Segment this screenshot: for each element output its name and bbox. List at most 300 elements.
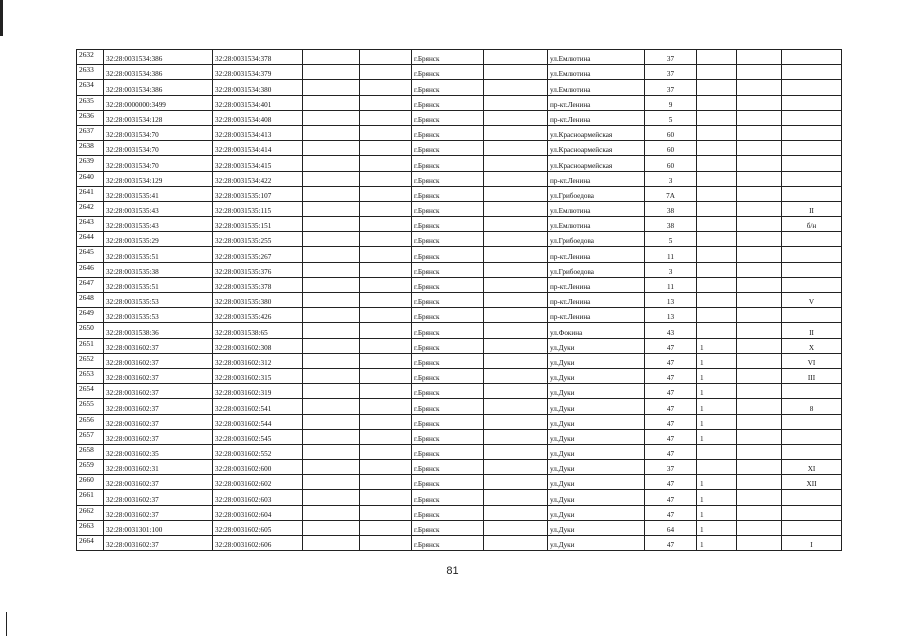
table-row <box>77 50 842 65</box>
cadastral-parent-cell: 32:28:0031534:386 <box>104 80 213 95</box>
value-1-cell: 1 <box>697 475 737 490</box>
empty-cell-c-cell <box>484 323 548 338</box>
premises-number-cell: VI <box>782 353 842 368</box>
city-cell: г.Брянск <box>412 247 484 262</box>
empty-cell-d-cell <box>737 80 782 95</box>
empty-cell-b-cell <box>360 110 412 125</box>
premises-number-cell <box>782 444 842 459</box>
cadastral-number-cell: 32:28:0031602:604 <box>213 505 303 520</box>
city-cell: г.Брянск <box>412 110 484 125</box>
house-number-cell: 47 <box>645 429 697 444</box>
house-number-cell: 37 <box>645 460 697 475</box>
empty-cell-c-cell <box>484 429 548 444</box>
premises-number-cell <box>782 50 842 65</box>
city-cell: г.Брянск <box>412 384 484 399</box>
cadastral-parent-cell: 32:28:0031535:43 <box>104 201 213 216</box>
empty-cell-d-cell <box>737 65 782 80</box>
house-number-cell: 13 <box>645 308 697 323</box>
street-cell: ул.Фокина <box>548 323 645 338</box>
street-cell: ул.Дуки <box>548 490 645 505</box>
cadastral-number-cell: 32:28:0031602:312 <box>213 353 303 368</box>
cadastral-parent-cell: 32:28:0031602:37 <box>104 490 213 505</box>
house-number-cell: 7А <box>645 186 697 201</box>
cadastral-parent-cell: 32:28:0031602:37 <box>104 475 213 490</box>
city-cell: г.Брянск <box>412 460 484 475</box>
table-row <box>77 338 842 353</box>
empty-cell-c-cell <box>484 262 548 277</box>
premises-number-cell <box>782 414 842 429</box>
value-1-cell: 1 <box>697 384 737 399</box>
street-cell: пр-кт.Ленина <box>548 293 645 308</box>
empty-cell-c-cell <box>484 217 548 232</box>
premises-number-cell: II <box>782 323 842 338</box>
cadastral-number-cell: 32:28:0031535:151 <box>213 217 303 232</box>
street-cell: ул.Грибоедова <box>548 186 645 201</box>
city-cell: г.Брянск <box>412 444 484 459</box>
cadastral-number-cell: 32:28:0031534:401 <box>213 95 303 110</box>
empty-cell-d-cell <box>737 95 782 110</box>
street-cell: ул.Емлютина <box>548 217 645 232</box>
row-number-cell: 2657 <box>77 429 104 444</box>
empty-cell-c-cell <box>484 338 548 353</box>
cadastral-number-cell: 32:28:0031534:422 <box>213 171 303 186</box>
value-1-cell: 1 <box>697 399 737 414</box>
empty-cell-a-cell <box>303 217 360 232</box>
cadastral-number-cell: 32:28:0031602:315 <box>213 368 303 383</box>
row-number-cell: 2651 <box>77 338 104 353</box>
empty-cell-b-cell <box>360 520 412 535</box>
cadastral-number-cell: 32:28:0031602:544 <box>213 414 303 429</box>
empty-cell-d-cell <box>737 490 782 505</box>
empty-cell-b-cell <box>360 80 412 95</box>
empty-cell-d-cell <box>737 293 782 308</box>
empty-cell-a-cell <box>303 353 360 368</box>
cadastral-parent-cell: 32:28:0031602:31 <box>104 460 213 475</box>
value-1-cell: 1 <box>697 490 737 505</box>
value-1-cell <box>697 460 737 475</box>
empty-cell-d-cell <box>737 384 782 399</box>
empty-cell-d-cell <box>737 520 782 535</box>
row-number-cell: 2650 <box>77 323 104 338</box>
cadastral-number-cell: 32:28:0031602:603 <box>213 490 303 505</box>
house-number-cell: 38 <box>645 201 697 216</box>
cadastral-parent-cell: 32:28:0031534:70 <box>104 141 213 156</box>
premises-number-cell <box>782 308 842 323</box>
table-row <box>77 505 842 520</box>
cadastral-number-cell: 32:28:0031602:545 <box>213 429 303 444</box>
empty-cell-a-cell <box>303 156 360 171</box>
city-cell: г.Брянск <box>412 141 484 156</box>
house-number-cell: 11 <box>645 247 697 262</box>
city-cell: г.Брянск <box>412 156 484 171</box>
empty-cell-a-cell <box>303 414 360 429</box>
city-cell: г.Брянск <box>412 80 484 95</box>
cadastral-parent-cell: 32:28:0031535:29 <box>104 232 213 247</box>
cadastral-number-cell: 32:28:0031534:415 <box>213 156 303 171</box>
empty-cell-a-cell <box>303 95 360 110</box>
registry-table <box>76 49 842 551</box>
cadastral-parent-cell: 32:28:0031534:128 <box>104 110 213 125</box>
row-number-cell: 2637 <box>77 125 104 140</box>
city-cell: г.Брянск <box>412 368 484 383</box>
cadastral-number-cell: 32:28:0031602:308 <box>213 338 303 353</box>
city-cell: г.Брянск <box>412 323 484 338</box>
table-row <box>77 217 842 232</box>
table-row <box>77 444 842 459</box>
table-row <box>77 536 842 551</box>
value-1-cell <box>697 141 737 156</box>
table-row <box>77 475 842 490</box>
empty-cell-c-cell <box>484 353 548 368</box>
table-row <box>77 156 842 171</box>
cadastral-parent-cell: 32:28:0031602:37 <box>104 353 213 368</box>
empty-cell-d-cell <box>737 201 782 216</box>
empty-cell-c-cell <box>484 520 548 535</box>
empty-cell-c-cell <box>484 110 548 125</box>
table-row <box>77 308 842 323</box>
value-1-cell: 1 <box>697 414 737 429</box>
cadastral-parent-cell: 32:28:0031602:37 <box>104 399 213 414</box>
empty-cell-b-cell <box>360 171 412 186</box>
street-cell: ул.Красноармейская <box>548 141 645 156</box>
table-row <box>77 247 842 262</box>
row-number-cell: 2634 <box>77 80 104 95</box>
premises-number-cell: II <box>782 201 842 216</box>
page-number: 81 <box>446 565 459 577</box>
house-number-cell: 60 <box>645 156 697 171</box>
table-row <box>77 277 842 292</box>
cadastral-parent-cell: 32:28:0031602:37 <box>104 429 213 444</box>
empty-cell-d-cell <box>737 368 782 383</box>
cadastral-parent-cell: 32:28:0031534:70 <box>104 156 213 171</box>
empty-cell-a-cell <box>303 277 360 292</box>
empty-cell-b-cell <box>360 323 412 338</box>
city-cell: г.Брянск <box>412 201 484 216</box>
empty-cell-a-cell <box>303 293 360 308</box>
house-number-cell: 47 <box>645 384 697 399</box>
cadastral-parent-cell: 32:28:0031602:35 <box>104 444 213 459</box>
empty-cell-b-cell <box>360 490 412 505</box>
empty-cell-d-cell <box>737 308 782 323</box>
empty-cell-c-cell <box>484 95 548 110</box>
cadastral-number-cell: 32:28:0031534:378 <box>213 50 303 65</box>
table-row <box>77 186 842 201</box>
cadastral-parent-cell: 32:28:0031534:70 <box>104 125 213 140</box>
city-cell: г.Брянск <box>412 65 484 80</box>
cadastral-parent-cell: 32:28:0031602:37 <box>104 536 213 551</box>
empty-cell-c-cell <box>484 65 548 80</box>
row-number-cell: 2648 <box>77 293 104 308</box>
empty-cell-b-cell <box>360 125 412 140</box>
city-cell: г.Брянск <box>412 125 484 140</box>
row-number-cell: 2653 <box>77 368 104 383</box>
cadastral-number-cell: 32:28:0031535:267 <box>213 247 303 262</box>
table-row <box>77 399 842 414</box>
empty-cell-c-cell <box>484 247 548 262</box>
empty-cell-b-cell <box>360 262 412 277</box>
empty-cell-d-cell <box>737 429 782 444</box>
empty-cell-a-cell <box>303 308 360 323</box>
table-row <box>77 384 842 399</box>
street-cell: ул.Дуки <box>548 429 645 444</box>
row-number-cell: 2638 <box>77 141 104 156</box>
empty-cell-b-cell <box>360 399 412 414</box>
house-number-cell: 5 <box>645 232 697 247</box>
empty-cell-b-cell <box>360 201 412 216</box>
city-cell: г.Брянск <box>412 262 484 277</box>
city-cell: г.Брянск <box>412 414 484 429</box>
city-cell: г.Брянск <box>412 353 484 368</box>
table-row <box>77 95 842 110</box>
street-cell: ул.Емлютина <box>548 80 645 95</box>
cadastral-number-cell: 32:28:0031535:378 <box>213 277 303 292</box>
cadastral-number-cell: 32:28:0031602:600 <box>213 460 303 475</box>
empty-cell-a-cell <box>303 399 360 414</box>
empty-cell-b-cell <box>360 429 412 444</box>
empty-cell-c-cell <box>484 414 548 429</box>
value-1-cell <box>697 65 737 80</box>
empty-cell-b-cell <box>360 186 412 201</box>
table-row <box>77 232 842 247</box>
street-cell: пр-кт.Ленина <box>548 171 645 186</box>
cadastral-number-cell: 32:28:0031602:552 <box>213 444 303 459</box>
city-cell: г.Брянск <box>412 95 484 110</box>
empty-cell-a-cell <box>303 65 360 80</box>
street-cell: ул.Дуки <box>548 444 645 459</box>
house-number-cell: 11 <box>645 277 697 292</box>
empty-cell-b-cell <box>360 156 412 171</box>
cadastral-number-cell: 32:28:0031602:605 <box>213 520 303 535</box>
value-1-cell <box>697 323 737 338</box>
premises-number-cell: I <box>782 536 842 551</box>
empty-cell-d-cell <box>737 262 782 277</box>
empty-cell-c-cell <box>484 186 548 201</box>
premises-number-cell <box>782 490 842 505</box>
table-row <box>77 460 842 475</box>
city-cell: г.Брянск <box>412 308 484 323</box>
street-cell: ул.Емлютина <box>548 65 645 80</box>
empty-cell-b-cell <box>360 460 412 475</box>
empty-cell-d-cell <box>737 536 782 551</box>
table-row <box>77 171 842 186</box>
city-cell: г.Брянск <box>412 475 484 490</box>
cadastral-parent-cell: 32:28:0031534:386 <box>104 50 213 65</box>
cadastral-parent-cell: 32:28:0031535:53 <box>104 293 213 308</box>
table-row <box>77 110 842 125</box>
empty-cell-a-cell <box>303 141 360 156</box>
row-number-cell: 2661 <box>77 490 104 505</box>
city-cell: г.Брянск <box>412 536 484 551</box>
premises-number-cell <box>782 156 842 171</box>
empty-cell-a-cell <box>303 247 360 262</box>
cadastral-parent-cell: 32:28:0000000:3499 <box>104 95 213 110</box>
empty-cell-d-cell <box>737 353 782 368</box>
premises-number-cell: V <box>782 293 842 308</box>
empty-cell-c-cell <box>484 490 548 505</box>
table-row <box>77 520 842 535</box>
cadastral-parent-cell: 32:28:0031538:36 <box>104 323 213 338</box>
cadastral-number-cell: 32:28:0031538:65 <box>213 323 303 338</box>
table-row <box>77 201 842 216</box>
empty-cell-a-cell <box>303 262 360 277</box>
premises-number-cell: б/н <box>782 217 842 232</box>
empty-cell-b-cell <box>360 536 412 551</box>
house-number-cell: 47 <box>645 536 697 551</box>
premises-number-cell <box>782 429 842 444</box>
city-cell: г.Брянск <box>412 186 484 201</box>
value-1-cell <box>697 50 737 65</box>
row-number-cell: 2662 <box>77 505 104 520</box>
street-cell: ул.Емлютина <box>548 201 645 216</box>
row-number-cell: 2660 <box>77 475 104 490</box>
empty-cell-b-cell <box>360 217 412 232</box>
empty-cell-d-cell <box>737 414 782 429</box>
house-number-cell: 43 <box>645 323 697 338</box>
empty-cell-b-cell <box>360 95 412 110</box>
empty-cell-a-cell <box>303 50 360 65</box>
house-number-cell: 47 <box>645 490 697 505</box>
premises-number-cell: X <box>782 338 842 353</box>
registry-body <box>77 50 842 551</box>
empty-cell-a-cell <box>303 490 360 505</box>
empty-cell-d-cell <box>737 277 782 292</box>
value-1-cell: 1 <box>697 338 737 353</box>
empty-cell-a-cell <box>303 125 360 140</box>
street-cell: пр-кт.Ленина <box>548 110 645 125</box>
row-number-cell: 2639 <box>77 156 104 171</box>
empty-cell-c-cell <box>484 384 548 399</box>
house-number-cell: 9 <box>645 95 697 110</box>
house-number-cell: 37 <box>645 50 697 65</box>
value-1-cell <box>697 277 737 292</box>
empty-cell-a-cell <box>303 368 360 383</box>
empty-cell-a-cell <box>303 110 360 125</box>
house-number-cell: 47 <box>645 399 697 414</box>
value-1-cell <box>697 80 737 95</box>
value-1-cell: 1 <box>697 353 737 368</box>
value-1-cell <box>697 171 737 186</box>
row-number-cell: 2652 <box>77 353 104 368</box>
empty-cell-d-cell <box>737 399 782 414</box>
city-cell: г.Брянск <box>412 338 484 353</box>
street-cell: ул.Красноармейская <box>548 125 645 140</box>
cadastral-parent-cell: 32:28:0031535:51 <box>104 277 213 292</box>
street-cell: пр-кт.Ленина <box>548 247 645 262</box>
cadastral-number-cell: 32:28:0031534:413 <box>213 125 303 140</box>
city-cell: г.Брянск <box>412 277 484 292</box>
row-number-cell: 2643 <box>77 217 104 232</box>
house-number-cell: 5 <box>645 110 697 125</box>
house-number-cell: 64 <box>645 520 697 535</box>
table-row <box>77 353 842 368</box>
empty-cell-c-cell <box>484 50 548 65</box>
cadastral-parent-cell: 32:28:0031602:37 <box>104 414 213 429</box>
premises-number-cell <box>782 186 842 201</box>
row-number-cell: 2664 <box>77 536 104 551</box>
scan-edge-mark <box>0 0 3 36</box>
house-number-cell: 37 <box>645 80 697 95</box>
table-row <box>77 141 842 156</box>
row-number-cell: 2656 <box>77 414 104 429</box>
cadastral-parent-cell: 32:28:0031535:51 <box>104 247 213 262</box>
premises-number-cell: III <box>782 368 842 383</box>
premises-number-cell <box>782 171 842 186</box>
house-number-cell: 47 <box>645 475 697 490</box>
house-number-cell: 47 <box>645 414 697 429</box>
street-cell: ул.Дуки <box>548 460 645 475</box>
premises-number-cell <box>782 95 842 110</box>
street-cell: ул.Красноармейская <box>548 156 645 171</box>
empty-cell-c-cell <box>484 399 548 414</box>
cadastral-parent-cell: 32:28:0031535:41 <box>104 186 213 201</box>
cadastral-parent-cell: 32:28:0031301:100 <box>104 520 213 535</box>
table-row <box>77 65 842 80</box>
house-number-cell: 47 <box>645 338 697 353</box>
empty-cell-b-cell <box>360 384 412 399</box>
empty-cell-a-cell <box>303 475 360 490</box>
table-row <box>77 80 842 95</box>
value-1-cell: 1 <box>697 520 737 535</box>
house-number-cell: 47 <box>645 368 697 383</box>
row-number-cell: 2633 <box>77 65 104 80</box>
row-number-cell: 2649 <box>77 308 104 323</box>
value-1-cell <box>697 232 737 247</box>
city-cell: г.Брянск <box>412 490 484 505</box>
empty-cell-c-cell <box>484 368 548 383</box>
cadastral-number-cell: 32:28:0031602:319 <box>213 384 303 399</box>
city-cell: г.Брянск <box>412 429 484 444</box>
empty-cell-d-cell <box>737 505 782 520</box>
empty-cell-a-cell <box>303 171 360 186</box>
cadastral-number-cell: 32:28:0031535:107 <box>213 186 303 201</box>
street-cell: пр-кт.Ленина <box>548 277 645 292</box>
row-number-cell: 2644 <box>77 232 104 247</box>
house-number-cell: 13 <box>645 293 697 308</box>
street-cell: ул.Грибоедова <box>548 262 645 277</box>
table-row <box>77 125 842 140</box>
cadastral-parent-cell: 32:28:0031602:37 <box>104 384 213 399</box>
street-cell: ул.Дуки <box>548 505 645 520</box>
empty-cell-b-cell <box>360 247 412 262</box>
premises-number-cell: XII <box>782 475 842 490</box>
value-1-cell <box>697 293 737 308</box>
empty-cell-a-cell <box>303 186 360 201</box>
premises-number-cell <box>782 232 842 247</box>
house-number-cell: 3 <box>645 262 697 277</box>
row-number-cell: 2646 <box>77 262 104 277</box>
cadastral-number-cell: 32:28:0031534:379 <box>213 65 303 80</box>
value-1-cell: 1 <box>697 368 737 383</box>
house-number-cell: 60 <box>645 125 697 140</box>
house-number-cell: 47 <box>645 353 697 368</box>
premises-number-cell <box>782 247 842 262</box>
premises-number-cell <box>782 262 842 277</box>
value-1-cell <box>697 156 737 171</box>
value-1-cell <box>697 444 737 459</box>
empty-cell-a-cell <box>303 520 360 535</box>
cadastral-number-cell: 32:28:0031602:606 <box>213 536 303 551</box>
premises-number-cell: XI <box>782 460 842 475</box>
row-number-cell: 2642 <box>77 201 104 216</box>
empty-cell-d-cell <box>737 338 782 353</box>
cadastral-number-cell: 32:28:0031534:414 <box>213 141 303 156</box>
empty-cell-d-cell <box>737 460 782 475</box>
table-row <box>77 414 842 429</box>
empty-cell-a-cell <box>303 429 360 444</box>
cadastral-parent-cell: 32:28:0031535:53 <box>104 308 213 323</box>
empty-cell-c-cell <box>484 475 548 490</box>
street-cell: пр-кт.Ленина <box>548 95 645 110</box>
